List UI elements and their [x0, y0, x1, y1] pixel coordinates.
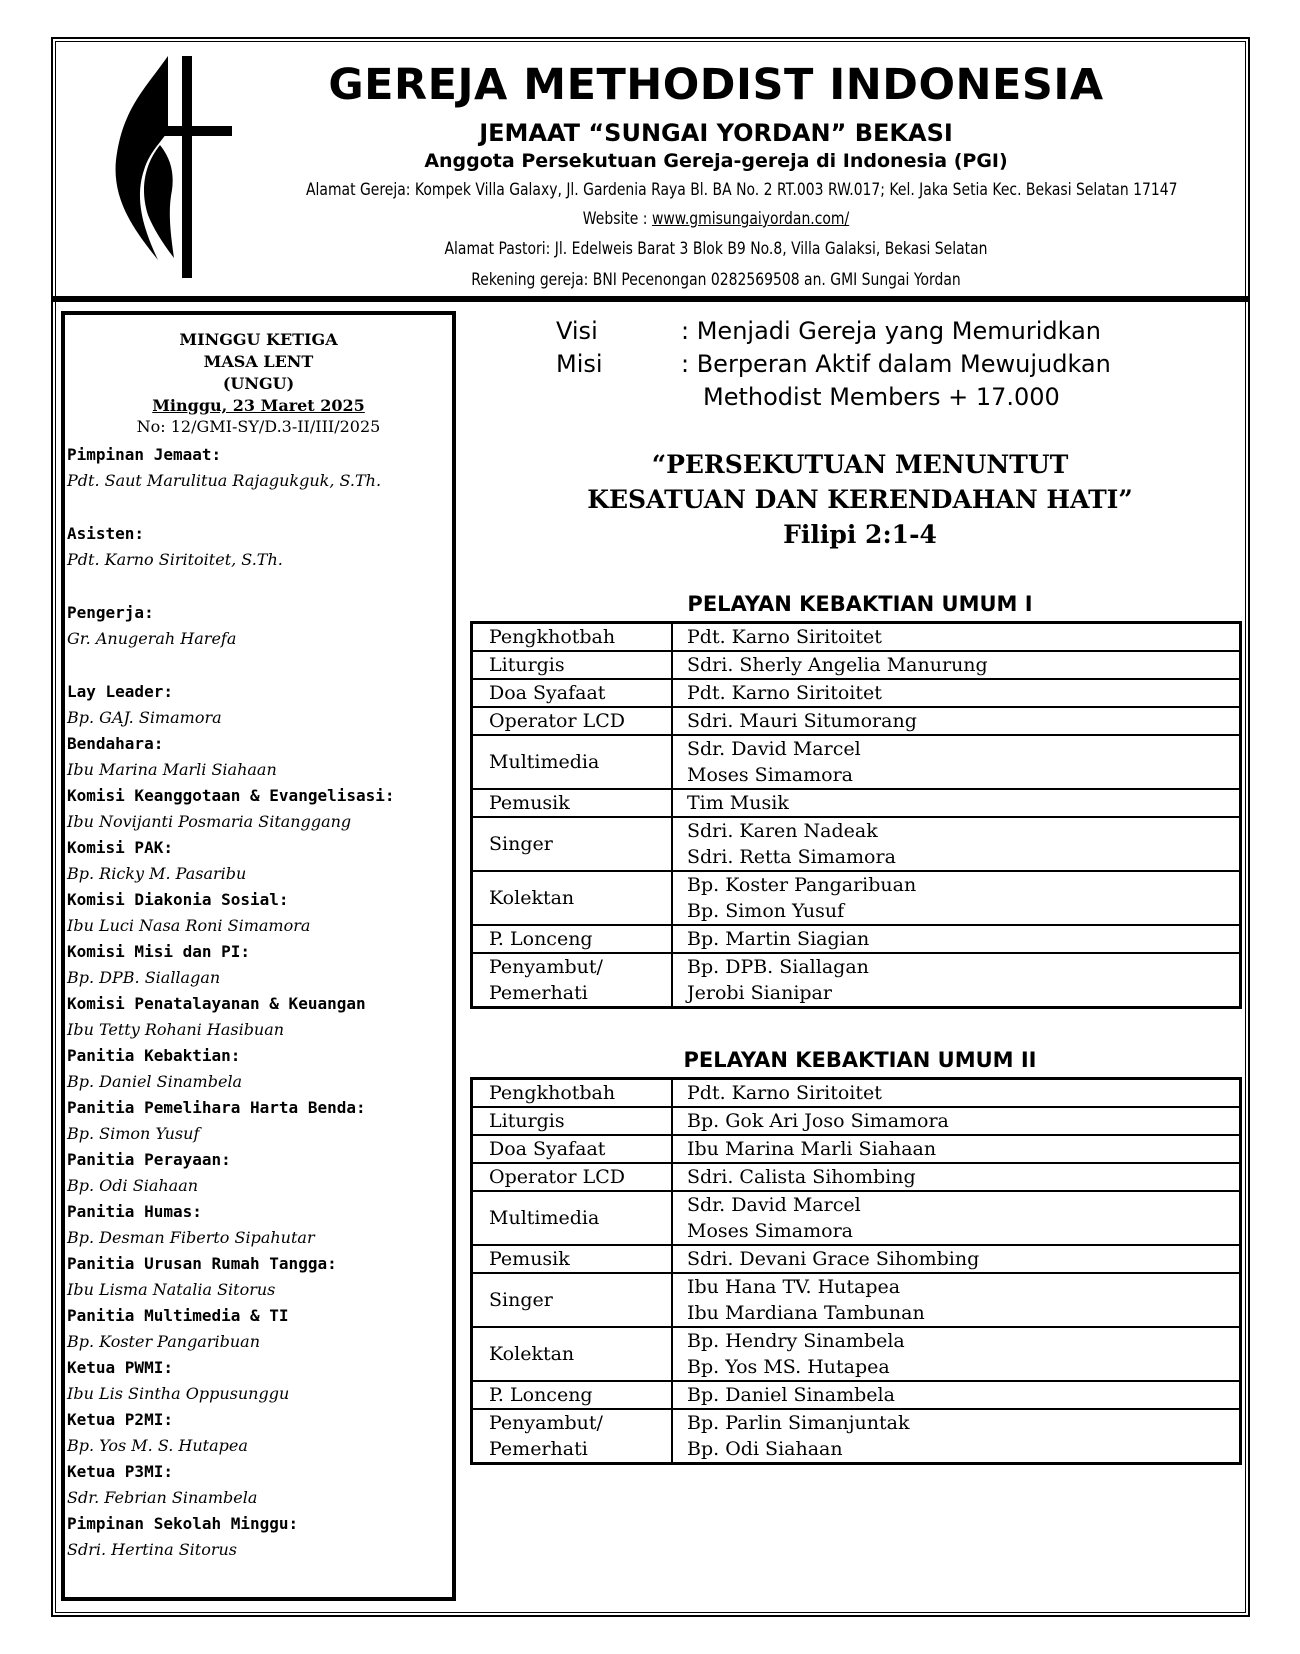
staff-role: Komisi Misi dan PI:: [67, 942, 251, 961]
duty-role: Pengkhotbah: [473, 624, 673, 650]
vision-label: Visi: [556, 317, 598, 345]
sidebar-heading: [65, 329, 452, 417]
duty-role-line-2: Pemerhati: [489, 982, 588, 1004]
duty-person: Sdri. Calista Sihombing: [687, 1166, 916, 1188]
service1-table: [470, 621, 1242, 1009]
staff-name: Gr. Anugerah Harefa: [67, 629, 237, 648]
duty-person: Bp. Daniel Sinambela: [687, 1384, 895, 1406]
org-title: GEREJA METHODIST INDONESIA: [328, 60, 1104, 110]
table-row: [473, 678, 1239, 706]
staff-entry: [67, 1147, 447, 1199]
staff-name: Bp. Yos M. S. Hutapea: [67, 1436, 248, 1455]
table-row: [473, 624, 1239, 650]
staff-name: Ibu Luci Nasa Roni Simamora: [67, 916, 311, 935]
duty-role: Operator LCD: [473, 1164, 673, 1190]
bank-account: Rekening gereja: BNI Pecenongan 0282569508 an. GMI Sungai Yordan: [471, 270, 961, 290]
staff-role: Pimpinan Sekolah Minggu:: [67, 1514, 299, 1533]
staff-role: Bendahara:: [67, 734, 164, 753]
table-row: [473, 1190, 1239, 1244]
duty-person: Sdr. David Marcel: [687, 738, 861, 760]
table-row: [473, 816, 1239, 870]
staff-entry: [67, 1511, 447, 1563]
duty-person: Jerobi Sianipar: [687, 982, 832, 1004]
staff-name: Bp. Koster Pangaribuan: [67, 1332, 260, 1351]
table-row: [473, 1244, 1239, 1272]
staff-entry: [67, 679, 447, 731]
liturgical-color: (UNGU): [222, 374, 295, 393]
staff-role: Asisten:: [67, 524, 145, 543]
staff-entry: [67, 1251, 447, 1303]
staff-name: Sdr. Febrian Sinambela: [67, 1488, 258, 1507]
duty-role: Singer: [473, 1274, 673, 1326]
duty-role: Multimedia: [473, 736, 673, 788]
staff-name: Bp. Odi Siahaan: [67, 1176, 199, 1195]
vision-value: : Menjadi Gereja yang Memuridkan: [681, 317, 1101, 345]
duty-role: P. Lonceng: [473, 926, 673, 952]
table-row: [473, 1272, 1239, 1326]
staff-role: Panitia Multimedia & TI: [67, 1306, 289, 1325]
duty-role: Kolektan: [473, 872, 673, 924]
staff-role: Komisi Keanggotaan & Evangelisasi:: [67, 786, 395, 805]
duty-role-line-1: Penyambut/: [489, 956, 603, 978]
staff-entry: [67, 1199, 447, 1251]
table-row: [473, 734, 1239, 788]
staff-role: Pimpinan Jemaat:: [67, 445, 222, 464]
duty-person: Sdri. Mauri Situmorang: [687, 710, 917, 732]
duty-role: Pengkhotbah: [473, 1080, 673, 1106]
website-link[interactable]: www.gmisungaiyordan.com/: [651, 209, 850, 229]
staff-name: Ibu Marina Marli Siahaan: [67, 760, 277, 779]
sermon-theme: [470, 447, 1250, 552]
table-row: [473, 924, 1239, 952]
staff-name: Bp. Ricky M. Pasaribu: [67, 864, 247, 883]
staff-name: Bp. Desman Fiberto Sipahutar: [67, 1228, 315, 1247]
duty-person: Sdr. David Marcel: [687, 1194, 861, 1216]
duty-person: Sdri. Sherly Angelia Manurung: [687, 654, 988, 676]
table-row: [473, 1326, 1239, 1380]
duty-person: Tim Musik: [687, 792, 789, 814]
table-row: [473, 706, 1239, 734]
theme-line-2: KESATUAN DAN KERENDAHAN HATI”: [587, 485, 1133, 514]
staff-entry: [67, 887, 447, 939]
staff-entry: [67, 1355, 447, 1407]
duty-person: Bp. Simon Yusuf: [687, 900, 845, 922]
staff-name: Bp. DPB. Siallagan: [67, 968, 221, 987]
duty-role: Operator LCD: [473, 708, 673, 734]
duty-role: [473, 954, 673, 1006]
header-divider: [51, 296, 1250, 302]
staff-name: Ibu Lisma Natalia Sitorus: [67, 1280, 276, 1299]
staff-entry: [67, 783, 447, 835]
duty-person: Bp. DPB. Siallagan: [687, 956, 869, 978]
table-row: [473, 788, 1239, 816]
scripture-reference: Filipi 2:1-4: [783, 520, 937, 549]
website-line: [306, 209, 1126, 229]
staff-role: Panitia Kebaktian:: [67, 1046, 241, 1065]
staff-name: Bp. GAJ. Simamora: [67, 708, 222, 727]
staff-name: Ibu Novijanti Posmaria Sitanggang: [67, 812, 352, 831]
duty-person: Moses Simamora: [687, 1220, 853, 1242]
service1-title: PELAYAN KEBAKTIAN UMUM I: [687, 592, 1033, 616]
mission-value: : Berperan Aktif dalam Mewujudkan: [681, 350, 1111, 378]
service-date: Minggu, 23 Maret 2025: [152, 396, 365, 415]
membership-line: Anggota Persekutuan Gereja-gereja di Indonesia (PGI): [424, 150, 1008, 172]
staff-role: Komisi PAK:: [67, 838, 173, 857]
staff-role: Pengerja:: [67, 603, 154, 622]
duty-person: Pdt. Karno Siritoitet: [687, 1082, 882, 1104]
duty-person: Bp. Parlin Simanjuntak: [687, 1412, 910, 1434]
sidebar-staff-box: [61, 311, 456, 1601]
staff-name: Bp. Simon Yusuf: [67, 1124, 200, 1143]
duty-person: Bp. Gok Ari Joso Simamora: [687, 1110, 949, 1132]
table-row: [473, 1080, 1239, 1106]
staff-entry: [67, 835, 447, 887]
duty-role: Doa Syafaat: [473, 680, 673, 706]
table-row: [473, 650, 1239, 678]
duty-role: P. Lonceng: [473, 1382, 673, 1408]
staff-entry: [67, 939, 447, 991]
staff-role: Ketua P2MI:: [67, 1410, 173, 1429]
church-address: Alamat Gereja: Kompek Villa Galaxy, Jl. Gardenia Raya Bl. BA No. 2 RT.003 RW.017; Kel. Jaka Setia Kec. Bekasi Selatan 17147: [306, 180, 1178, 200]
duty-role: Multimedia: [473, 1192, 673, 1244]
staff-entry: [67, 731, 447, 783]
duty-person: Bp. Martin Siagian: [687, 928, 870, 950]
duty-person: Sdri. Retta Simamora: [687, 846, 896, 868]
staff-role: Panitia Perayaan:: [67, 1150, 231, 1169]
duty-role-line-1: Penyambut/: [489, 1412, 603, 1434]
mission-value-continued: Methodist Members + 17.000: [703, 383, 1060, 411]
duty-role: Doa Syafaat: [473, 1136, 673, 1162]
staff-list: [67, 442, 447, 1563]
duty-person: Pdt. Karno Siritoitet: [687, 682, 882, 704]
staff-role: Panitia Humas:: [67, 1202, 202, 1221]
staff-entry: [67, 600, 447, 652]
staff-name: Bp. Daniel Sinambela: [67, 1072, 243, 1091]
duty-person: Moses Simamora: [687, 764, 853, 786]
duty-role: Kolektan: [473, 1328, 673, 1380]
staff-entry: [67, 521, 447, 573]
staff-entry: [67, 1303, 447, 1355]
staff-entry: [67, 1043, 447, 1095]
table-row: [473, 870, 1239, 924]
staff-role: Panitia Pemelihara Harta Benda:: [67, 1098, 366, 1117]
staff-role: Ketua P3MI:: [67, 1462, 173, 1481]
duty-role-line-2: Pemerhati: [489, 1438, 588, 1460]
table-row: [473, 1162, 1239, 1190]
duty-person: Ibu Hana TV. Hutapea: [687, 1276, 901, 1298]
staff-role: Lay Leader:: [67, 682, 173, 701]
duty-role: Liturgis: [473, 652, 673, 678]
staff-role: Panitia Urusan Rumah Tangga:: [67, 1254, 337, 1273]
staff-name: Pdt. Karno Siritoitet, S.Th.: [67, 550, 283, 569]
duty-person: Bp. Odi Siahaan: [687, 1438, 843, 1460]
duty-person: Pdt. Karno Siritoitet: [687, 626, 882, 648]
duty-person: Bp. Koster Pangaribuan: [687, 874, 917, 896]
duty-person: Sdri. Karen Nadeak: [687, 820, 878, 842]
staff-role: Komisi Diakonia Sosial:: [67, 890, 289, 909]
theme-line-1: “PERSEKUTUAN MENUNTUT: [651, 450, 1069, 479]
service2-title: PELAYAN KEBAKTIAN UMUM II: [683, 1048, 1037, 1072]
season-label: MASA LENT: [203, 352, 314, 371]
table-row: [473, 1380, 1239, 1408]
staff-name: Sdri. Hertina Sitorus: [67, 1540, 237, 1559]
staff-entry: [67, 991, 447, 1043]
staff-entry: [67, 442, 447, 494]
staff-name: Pdt. Saut Marulitua Rajagukguk, S.Th.: [67, 471, 382, 490]
duty-role: [473, 1410, 673, 1462]
duty-person: Ibu Marina Marli Siahaan: [687, 1138, 937, 1160]
staff-entry: [67, 1407, 447, 1459]
duty-role: Pemusik: [473, 1246, 673, 1272]
table-row: [473, 952, 1239, 1006]
duty-role: Pemusik: [473, 790, 673, 816]
week-label: MINGGU KETIGA: [179, 330, 338, 349]
pastor-address: Alamat Pastori: Jl. Edelweis Barat 3 Blok B9 No.8, Villa Galaksi, Bekasi Selatan: [444, 239, 988, 259]
staff-name: Ibu Tetty Rohani Hasibuan: [67, 1020, 285, 1039]
duty-person: Sdri. Devani Grace Sihombing: [687, 1248, 980, 1270]
staff-role: Komisi Penatalayanan & Keuangan: [67, 994, 366, 1013]
website-label: Website :: [582, 209, 652, 229]
duty-person: Ibu Mardiana Tambunan: [687, 1302, 925, 1324]
duty-person: Bp. Hendry Sinambela: [687, 1330, 905, 1352]
duty-role: Liturgis: [473, 1108, 673, 1134]
duty-role: Singer: [473, 818, 673, 870]
table-row: [473, 1134, 1239, 1162]
staff-name: Ibu Lis Sintha Oppusunggu: [67, 1384, 290, 1403]
table-row: [473, 1106, 1239, 1134]
staff-entry: [67, 1095, 447, 1147]
congregation-name: JEMAAT “SUNGAI YORDAN” BEKASI: [479, 119, 953, 147]
header: [56, 42, 1245, 297]
table-row: [473, 1408, 1239, 1462]
duty-person: Bp. Yos MS. Hutapea: [687, 1356, 890, 1378]
mission-label: Misi: [556, 350, 603, 378]
document-number: No: 12/GMI-SY/D.3-II/III/2025: [136, 417, 381, 436]
staff-entry: [67, 1459, 447, 1511]
service2-table: [470, 1077, 1242, 1465]
staff-role: Ketua PWMI:: [67, 1358, 173, 1377]
